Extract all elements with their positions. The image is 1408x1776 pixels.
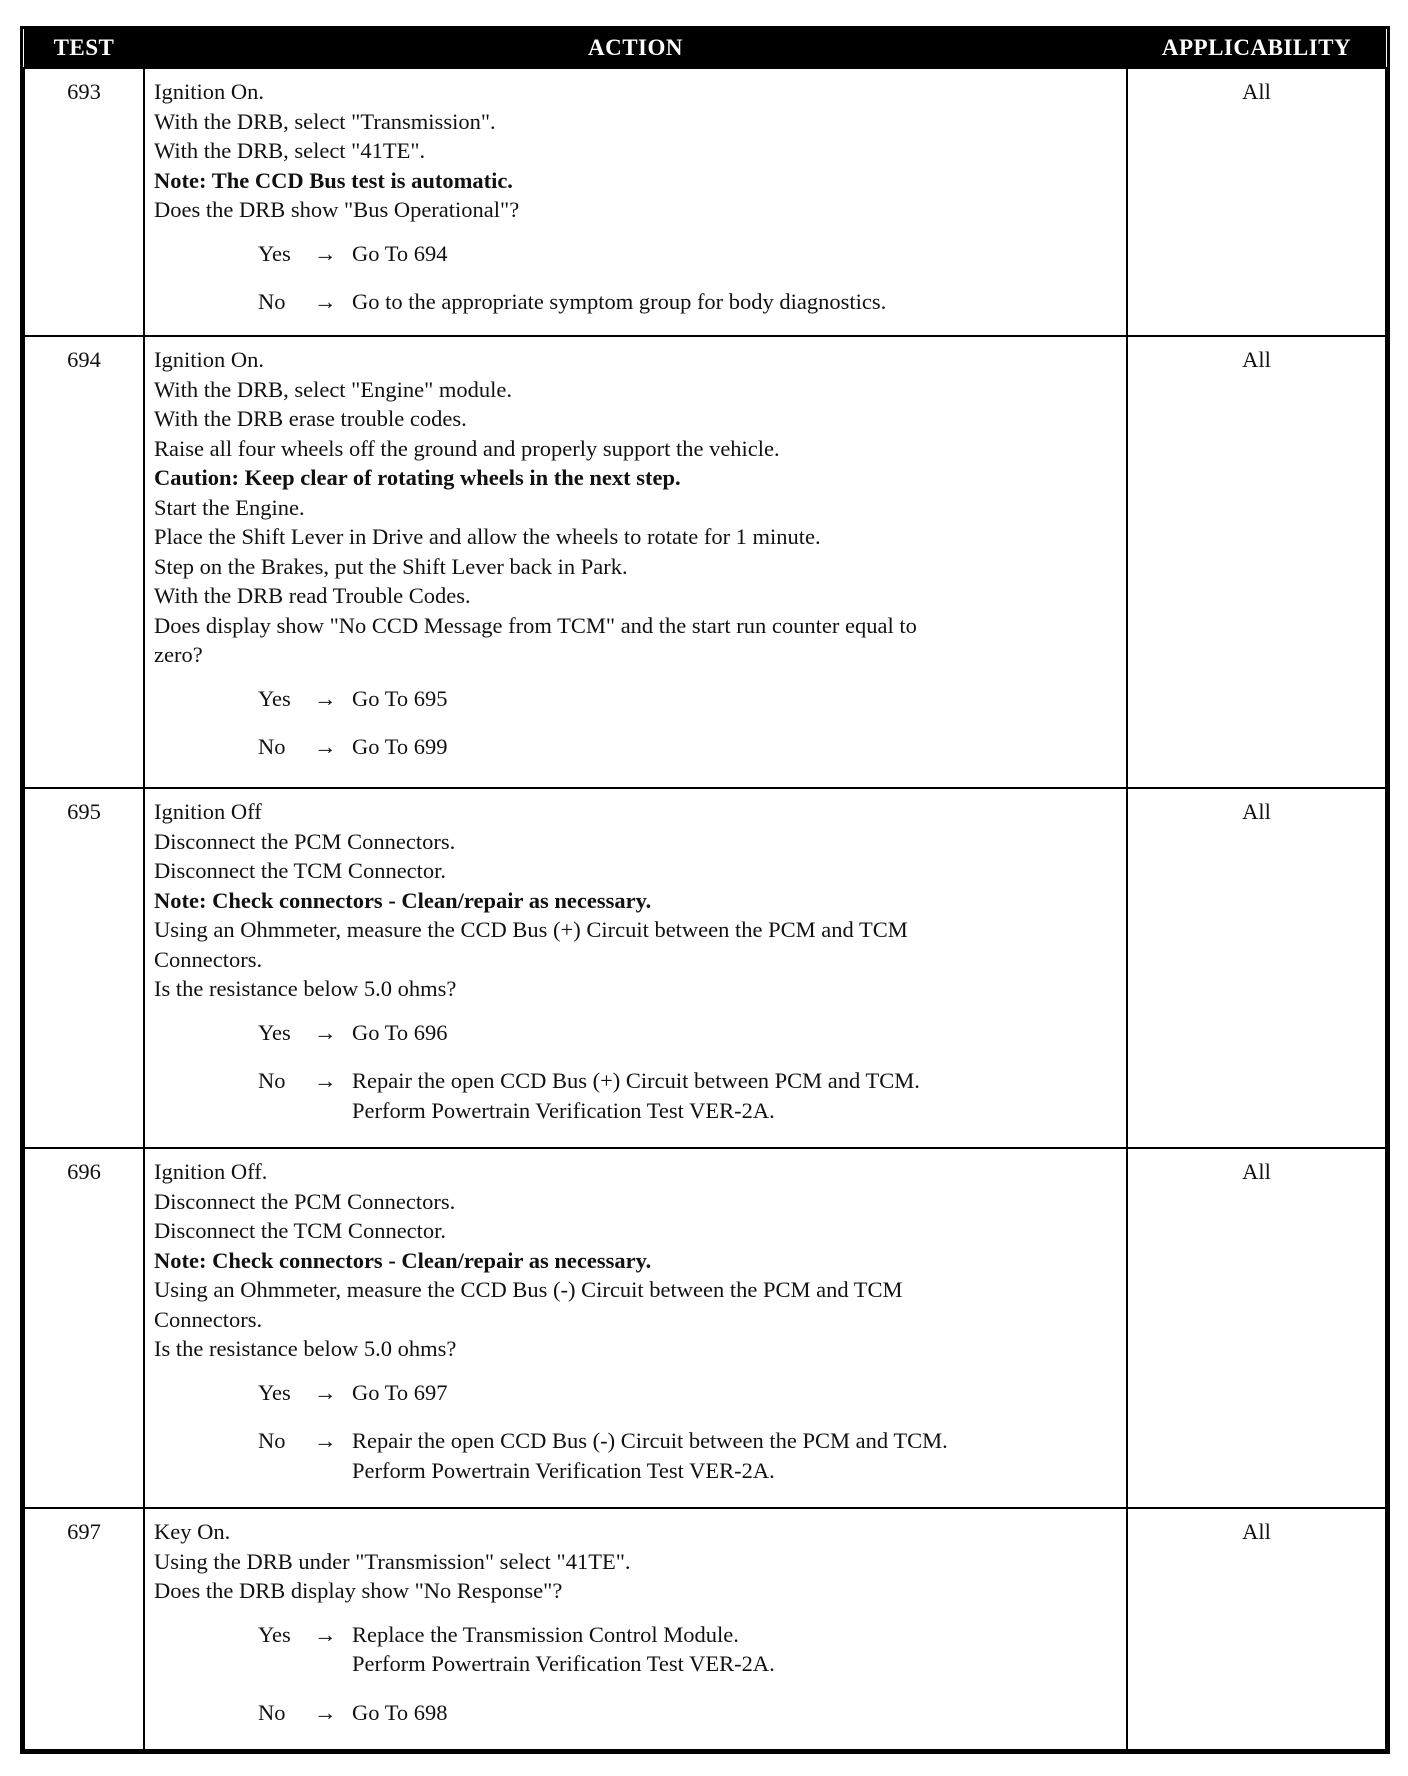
action-step: zero? [154, 642, 203, 667]
outcome-result-line: Go To 698 [352, 1699, 448, 1725]
action-step: Place the Shift Lever in Drive and allow the wheels to rotate for 1 minute. [154, 524, 821, 549]
action-step: Does the DRB show "Bus Operational"? [154, 197, 520, 222]
outcomes [154, 239, 1118, 317]
action-step: Using an Ohmmeter, measure the CCD Bus (+) Circuit between the PCM and TCM [154, 917, 908, 942]
outcome-result [352, 1066, 1118, 1125]
outcome-result-line: Repair the open CCD Bus (+) Circuit between PCM and TCM. [352, 1068, 920, 1093]
action-cell [144, 788, 1127, 1148]
table-row [24, 1508, 1386, 1750]
outcome-result [352, 1426, 1118, 1485]
test-table [23, 29, 1387, 1751]
action-step: With the DRB, select "Engine" module. [154, 376, 513, 402]
outcome-yes [258, 684, 1118, 714]
arrow-icon: → [314, 685, 337, 711]
action-cell [144, 1148, 1127, 1508]
outcome-result [352, 1378, 1118, 1408]
action-step: Start the Engine. [154, 494, 305, 520]
outcome-result-line: Perform Powertrain Verification Test VER-2A. [352, 1457, 775, 1483]
action-step: Disconnect the PCM Connectors. [154, 828, 456, 854]
outcome-result-line: Repair the open CCD Bus (-) Circuit between the PCM and TCM. [352, 1428, 948, 1453]
outcome-no [258, 1426, 1118, 1485]
outcome-label: No [258, 734, 286, 759]
arrow-icon: → [314, 1621, 337, 1647]
outcome-result [352, 1018, 1118, 1048]
outcome-result-line: Go To 696 [352, 1019, 448, 1045]
outcome-result [352, 287, 1118, 317]
outcome-label: Yes [258, 1019, 291, 1045]
diagnostic-test-table [20, 26, 1390, 1754]
action-step: Step on the Brakes, put the Shift Lever back in Park. [154, 553, 628, 579]
outcome-result [352, 1698, 1118, 1728]
action-step: Disconnect the PCM Connectors. [154, 1188, 456, 1214]
table-row [24, 68, 1386, 336]
action-step: Disconnect the TCM Connector. [154, 858, 447, 883]
action-step: Connectors. [154, 946, 263, 972]
arrow-icon: → [314, 734, 337, 759]
action-note: Caution: Keep clear of rotating wheels in the next step. [154, 465, 681, 490]
action-cell [144, 336, 1127, 788]
outcome-label: No [258, 1068, 286, 1093]
action-step: With the DRB, select "41TE". [154, 138, 426, 163]
outcome-result [352, 684, 1118, 714]
outcome-result [352, 732, 1118, 762]
outcome-result-line: Perform Powertrain Verification Test VER-2A. [352, 1651, 775, 1676]
action-step: With the DRB erase trouble codes. [154, 406, 467, 431]
test-number: 695 [24, 788, 144, 1148]
table-row [24, 788, 1386, 1148]
arrow-icon: → [314, 240, 337, 266]
outcome-yes [258, 1378, 1118, 1408]
outcome-result [352, 1620, 1118, 1679]
outcome-label: Yes [258, 1621, 291, 1647]
action-step: With the DRB read Trouble Codes. [154, 583, 471, 608]
header-action: ACTION [144, 29, 1127, 68]
outcome-label: No [258, 1428, 286, 1453]
outcome-result-line: Go To 695 [352, 685, 448, 711]
arrow-icon: → [314, 1428, 337, 1453]
outcomes [154, 1018, 1118, 1126]
outcome-no [258, 1066, 1118, 1125]
test-number: 693 [24, 68, 144, 336]
outcomes [154, 684, 1118, 762]
outcome-label: Yes [258, 685, 291, 711]
outcomes [154, 1620, 1118, 1728]
outcome-label: No [258, 289, 286, 314]
arrow-icon: → [314, 289, 337, 314]
table-header-row [24, 29, 1386, 68]
arrow-icon: → [314, 1019, 337, 1045]
action-step: Disconnect the TCM Connector. [154, 1218, 447, 1243]
outcomes [154, 1378, 1118, 1486]
outcome-yes [258, 239, 1118, 269]
arrow-icon: → [314, 1379, 337, 1405]
action-step: Does the DRB display show "No Response"? [154, 1578, 563, 1603]
outcome-result-line: Go to the appropriate symptom group for body diagnostics. [352, 289, 887, 314]
table-row [24, 336, 1386, 788]
action-cell [144, 68, 1127, 336]
applicability: All [1127, 336, 1386, 788]
outcome-label: No [258, 1699, 286, 1725]
outcome-result-line: Go To 697 [352, 1379, 448, 1405]
action-step: Ignition Off [154, 799, 262, 824]
action-step: Connectors. [154, 1306, 263, 1332]
outcome-label: Yes [258, 240, 291, 266]
action-step: Is the resistance below 5.0 ohms? [154, 976, 457, 1001]
action-step: Using the DRB under "Transmission" select "41TE". [154, 1548, 631, 1574]
table-row [24, 1148, 1386, 1508]
outcome-result [352, 239, 1118, 269]
test-number: 696 [24, 1148, 144, 1508]
action-note: Note: The CCD Bus test is automatic. [154, 167, 513, 193]
action-step: Raise all four wheels off the ground and properly support the vehicle. [154, 435, 780, 461]
header-applicability: APPLICABILITY [1127, 29, 1386, 68]
outcome-no [258, 1698, 1118, 1728]
action-step: Does display show "No CCD Message from TCM" and the start run counter equal to [154, 612, 917, 638]
outcome-result-line: Go To 699 [352, 734, 448, 759]
action-cell [144, 1508, 1127, 1750]
applicability: All [1127, 1508, 1386, 1750]
action-step: Ignition On. [154, 79, 264, 104]
arrow-icon: → [314, 1068, 337, 1093]
outcome-yes [258, 1018, 1118, 1048]
applicability: All [1127, 788, 1386, 1148]
arrow-icon: → [314, 1699, 337, 1725]
outcome-no [258, 287, 1118, 317]
applicability: All [1127, 68, 1386, 336]
action-step: Is the resistance below 5.0 ohms? [154, 1336, 457, 1361]
outcome-no [258, 732, 1118, 762]
action-step: Ignition Off. [154, 1159, 268, 1184]
test-number: 697 [24, 1508, 144, 1750]
outcome-result-line: Go To 694 [352, 240, 448, 266]
action-step: With the DRB, select "Transmission". [154, 108, 496, 134]
outcome-result-line: Replace the Transmission Control Module. [352, 1621, 739, 1647]
action-step: Using an Ohmmeter, measure the CCD Bus (-) Circuit between the PCM and TCM [154, 1277, 903, 1302]
action-note: Note: Check connectors - Clean/repair as necessary. [154, 887, 652, 913]
test-number: 694 [24, 336, 144, 788]
action-step: Ignition On. [154, 347, 264, 372]
action-step: Key On. [154, 1519, 231, 1544]
applicability: All [1127, 1148, 1386, 1508]
table-body [24, 68, 1386, 1750]
header-test: TEST [24, 29, 144, 68]
outcome-label: Yes [258, 1379, 291, 1405]
action-note: Note: Check connectors - Clean/repair as necessary. [154, 1247, 652, 1273]
outcome-yes [258, 1620, 1118, 1679]
outcome-result-line: Perform Powertrain Verification Test VER-2A. [352, 1097, 775, 1123]
